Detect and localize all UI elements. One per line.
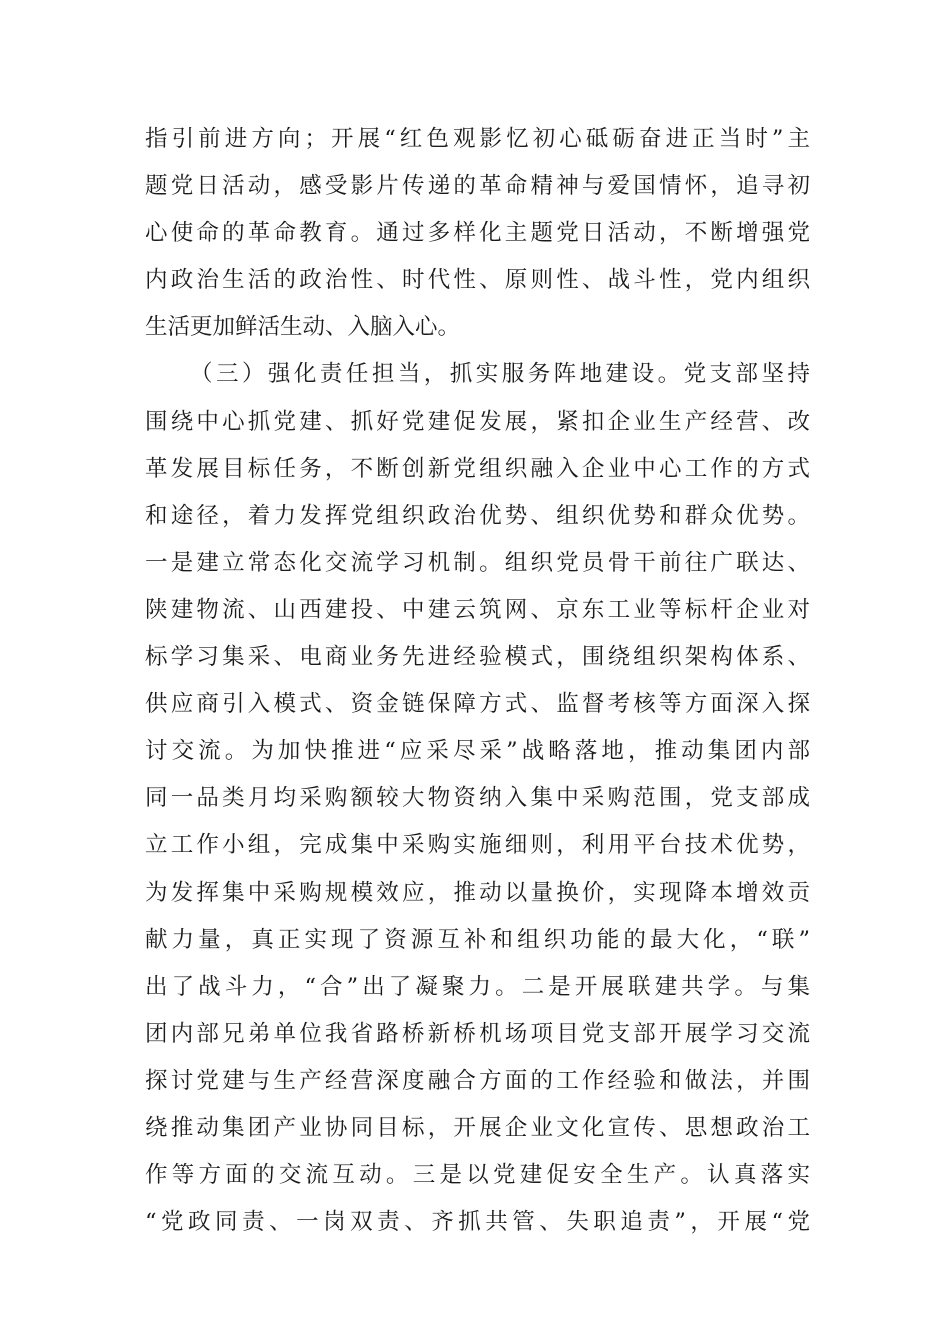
- text-line: 团内部兄弟单位我省路桥新桥机场项目党支部开展学习交流: [145, 1020, 810, 1047]
- text-line: 一是建立常态化交流学习机制。组织党员骨干前往广联达、: [145, 549, 810, 576]
- text-line: 供应商引入模式、资金链保障方式、监督考核等方面深入探: [145, 691, 810, 718]
- text-line: 指引前进方向；开展“红色观影忆初心砥砺奋进正当时”主: [145, 126, 810, 152]
- text-line: 内政治生活的政治性、时代性、原则性、战斗性，党内组织: [145, 267, 810, 294]
- text-line: 心使命的革命教育。通过多样化主题党日活动，不断增强党: [145, 220, 810, 247]
- text-line: 革发展目标任务，不断创新党组织融入企业中心工作的方式: [145, 455, 810, 482]
- text-line: 献力量，真正实现了资源互补和组织功能的最大化，“联”: [145, 926, 810, 953]
- text-line: 作等方面的交流互动。三是以党建促安全生产。认真落实: [145, 1162, 810, 1189]
- text-line: 绕推动集团产业协同目标，开展企业文化宣传、思想政治工: [145, 1114, 810, 1141]
- text-line: 和途径，着力发挥党组织政治优势、组织优势和群众优势。: [145, 502, 810, 529]
- text-line: 立工作小组，完成集中采购实施细则，利用平台技术优势，: [145, 832, 810, 859]
- text-line: 生活更加鲜活生动、入脑入心。: [145, 314, 461, 341]
- text-line: 同一品类月均采购额较大物资纳入集中采购范围，党支部成: [145, 785, 810, 812]
- body-text: [145, 116, 810, 1246]
- text-line: 讨交流。为加快推进“应采尽采”战略落地，推动集团内部: [145, 738, 810, 765]
- text-line: “党政同责、一岗双责、齐抓共管、失职追责”，开展“党: [145, 1209, 810, 1236]
- text-line: 探讨党建与生产经营深度融合方面的工作经验和做法，并围: [145, 1067, 810, 1094]
- text-line: 标学习集采、电商业务先进经验模式，围绕组织架构体系、: [145, 644, 810, 671]
- section-heading-line: （三）强化责任担当，抓实服务阵地建设。党支部坚持: [190, 361, 810, 388]
- text-line: 出了战斗力，“合”出了凝聚力。二是开展联建共学。与集: [145, 973, 810, 1000]
- text-line: 题党日活动，感受影片传递的革命精神与爱国情怀，追寻初: [145, 173, 810, 200]
- text-line: 为发挥集中采购规模效应，推动以量换价，实现降本增效贡: [145, 879, 810, 906]
- text-line: 围绕中心抓党建、抓好党建促发展，紧扣企业生产经营、改: [145, 408, 810, 435]
- text-line: 陕建物流、山西建投、中建云筑网、京东工业等标杆企业对: [145, 596, 810, 623]
